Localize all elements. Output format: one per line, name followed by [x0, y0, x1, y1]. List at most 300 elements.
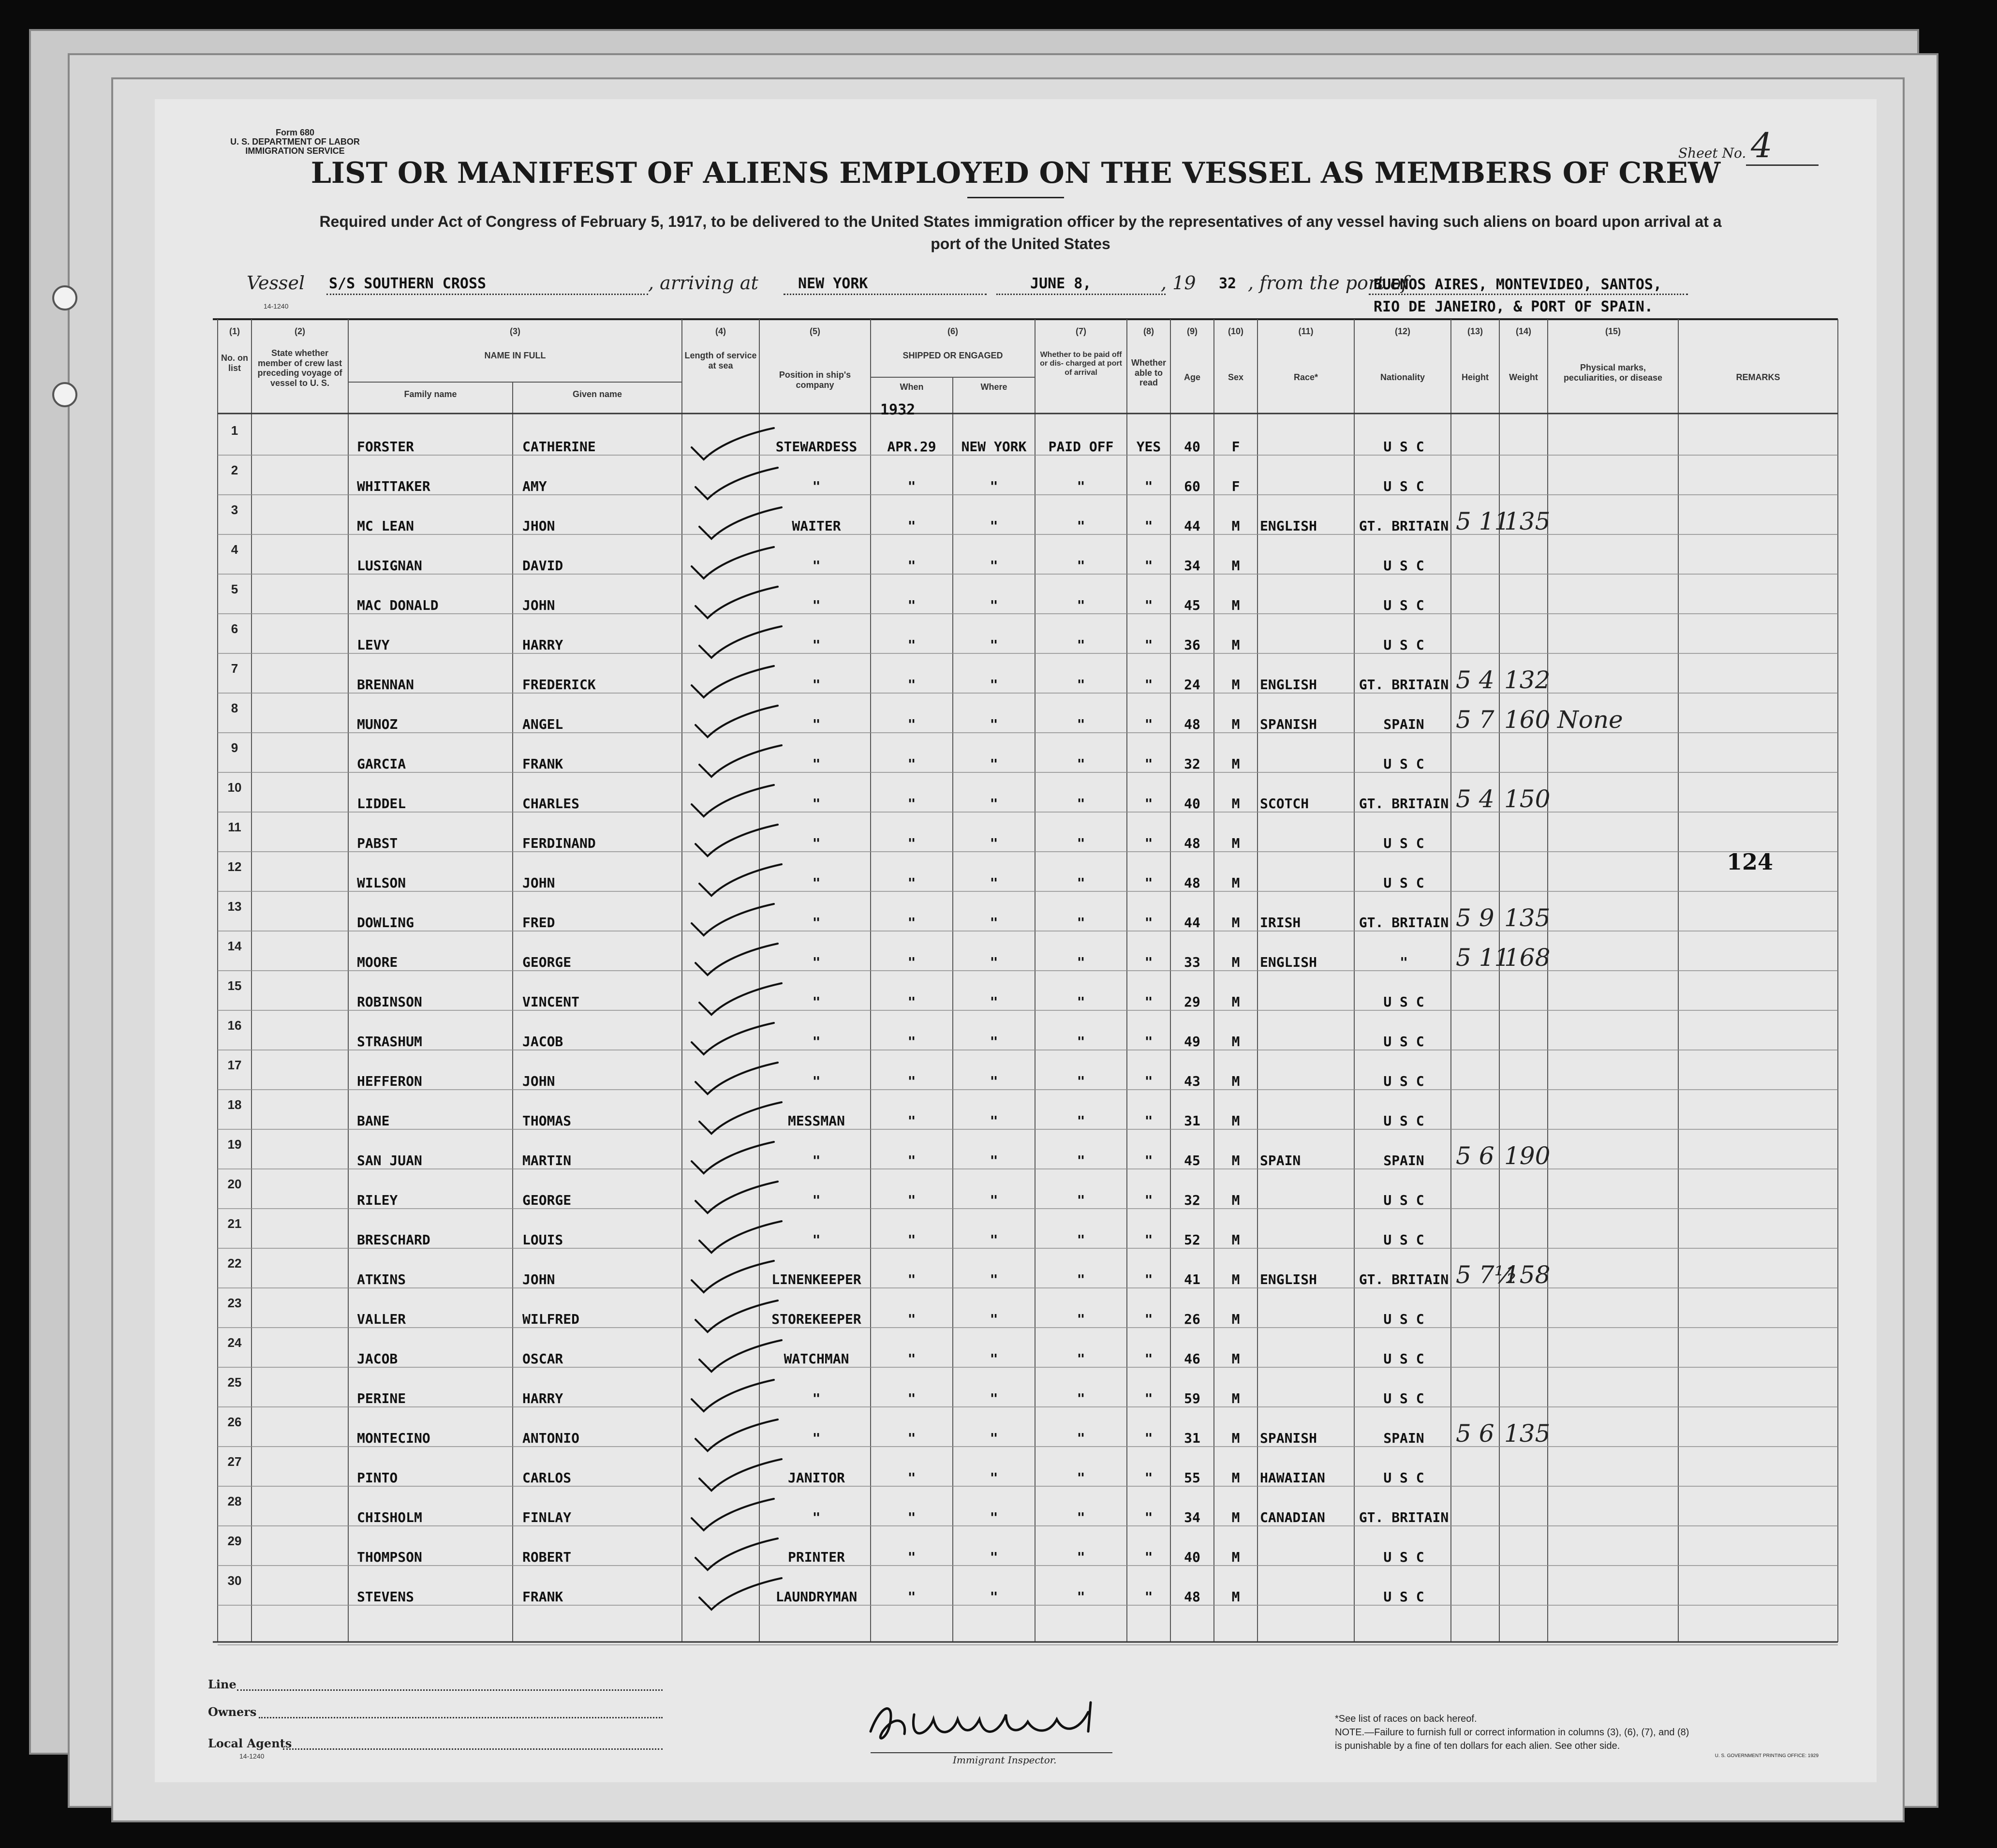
cell-paid: "	[1077, 1073, 1085, 1089]
header-paid-off: Whether to be paid off or dis- charged at port of arrival	[1040, 351, 1122, 377]
col-num-5: (5)	[810, 326, 820, 336]
cell-nationality: GT. BRITAIN	[1359, 518, 1449, 534]
cell-sex: M	[1231, 1073, 1240, 1089]
cell-age: 46	[1184, 1351, 1200, 1367]
cell-where: "	[990, 1509, 998, 1525]
cell-age: 44	[1184, 518, 1200, 534]
cell-age: 32	[1184, 756, 1200, 772]
service-checkmark	[692, 1261, 774, 1292]
cell-nationality: GT. BRITAIN	[1359, 796, 1449, 812]
vessel-name: S/S SOUTHERN CROSS	[329, 275, 487, 292]
cell-family: BRENNAN	[357, 677, 414, 693]
col-num-11: (11)	[1298, 326, 1314, 336]
cell-read: "	[1144, 478, 1153, 494]
cell-race: SCOTCH	[1260, 796, 1309, 812]
cell-given: FINLAY	[522, 1509, 572, 1525]
cell-family: CHISHOLM	[357, 1509, 422, 1525]
cell-paid: "	[1077, 1271, 1085, 1287]
cell-age: 60	[1184, 478, 1200, 494]
cell-family: GARCIA	[357, 756, 406, 772]
cell-age: 33	[1184, 954, 1200, 970]
service-checkmark	[692, 1023, 774, 1054]
cell-where: "	[990, 875, 998, 891]
cell-age: 48	[1184, 875, 1200, 891]
cell-no: 14	[227, 939, 242, 953]
cell-where: "	[990, 478, 998, 494]
cell-family: LEVY	[357, 637, 390, 653]
cell-when: "	[907, 1589, 916, 1605]
header-length-service: Length of service at sea	[684, 351, 757, 370]
cell-given: WILFRED	[522, 1311, 580, 1327]
col-num-10: (10)	[1228, 326, 1243, 336]
cell-family: LUSIGNAN	[357, 558, 422, 574]
cell-no: 3	[231, 503, 238, 517]
cell-age: 26	[1184, 1311, 1200, 1327]
cell-nationality: U S C	[1383, 597, 1424, 613]
cell-read: "	[1144, 597, 1153, 613]
cell-read: "	[1144, 915, 1153, 931]
cell-paid: "	[1077, 1153, 1085, 1168]
cell-given: FRANK	[522, 756, 563, 772]
cell-when: "	[907, 1034, 916, 1050]
cell-age: 45	[1184, 1153, 1200, 1168]
cell-when: "	[907, 875, 916, 891]
cell-position: LINENKEEPER	[771, 1271, 861, 1287]
cell-family: LIDDEL	[357, 796, 406, 812]
cell-sex: M	[1231, 1589, 1240, 1605]
cell-given: MARTIN	[522, 1153, 572, 1168]
cell-age: 32	[1184, 1192, 1200, 1208]
cell-position: "	[812, 597, 821, 613]
cell-sex: M	[1231, 994, 1240, 1010]
cell-no: 10	[227, 780, 242, 795]
cell-when: "	[907, 1430, 916, 1446]
cell-height: 5 9	[1456, 904, 1494, 932]
col-num-4: (4)	[715, 326, 726, 336]
col-num-13: (13)	[1467, 326, 1483, 336]
cell-paid: "	[1077, 478, 1085, 494]
cell-given: JACOB	[522, 1034, 563, 1050]
cell-sex: M	[1231, 677, 1240, 693]
manifest-title: LIST OR MANIFEST OF ALIENS EMPLOYED ON THE VESSEL AS MEMBERS OF CREW	[311, 156, 1721, 190]
note-failure-1: NOTE.—Failure to furnish full or correct information in columns (3), (6), (7), and (8)	[1335, 1727, 1689, 1738]
col-num-2: (2)	[295, 326, 305, 336]
cell-given: JOHN	[522, 875, 555, 891]
cell-where: "	[990, 1034, 998, 1050]
cell-nationality: U S C	[1383, 1351, 1424, 1367]
cell-age: 43	[1184, 1073, 1200, 1089]
cell-no: 30	[227, 1573, 242, 1588]
agents-underline	[283, 1748, 663, 1750]
cell-when: "	[907, 1073, 916, 1089]
cell-paid: "	[1077, 677, 1085, 693]
cell-no: 5	[231, 582, 238, 596]
owners-underline	[259, 1717, 663, 1718]
cell-read: "	[1144, 518, 1153, 534]
cell-weight: 150	[1504, 785, 1551, 813]
cell-read: "	[1144, 1034, 1153, 1050]
cell-nationality: U S C	[1383, 1589, 1424, 1605]
cell-family: WHITTAKER	[357, 478, 430, 494]
cell-position: "	[812, 835, 821, 851]
cell-age: 36	[1184, 637, 1200, 653]
cell-read: "	[1144, 1311, 1153, 1327]
cell-sex: M	[1231, 1430, 1240, 1446]
cell-age: 48	[1184, 716, 1200, 732]
col-num-8: (8)	[1143, 326, 1154, 336]
cell-position: "	[812, 954, 821, 970]
service-checkmark	[692, 1380, 774, 1411]
sheet-number: 4	[1751, 126, 1773, 165]
cell-paid: "	[1077, 597, 1085, 613]
cell-height: 5 4	[1456, 785, 1494, 813]
header-when: When	[900, 382, 924, 392]
cell-nationality: U S C	[1383, 1192, 1424, 1208]
cell-no: 13	[227, 899, 242, 914]
cell-weight: 132	[1504, 666, 1551, 694]
note-failure-2: is punishable by a fine of ten dollars for each alien. See other side.	[1335, 1741, 1620, 1751]
cell-nationality: U S C	[1383, 439, 1424, 455]
cell-sex: F	[1231, 478, 1240, 494]
arriving-label: , arriving at	[648, 272, 758, 294]
col-num-12: (12)	[1394, 326, 1410, 336]
header-given-name: Given name	[572, 389, 622, 399]
header-remarks: REMARKS	[1736, 372, 1780, 382]
cell-given: JOHN	[522, 1271, 555, 1287]
cell-when: "	[907, 1351, 916, 1367]
header-family-name: Family name	[404, 389, 457, 399]
cell-where: "	[990, 756, 998, 772]
header-where: Where	[980, 382, 1007, 392]
cell-paid: "	[1077, 1311, 1085, 1327]
cell-family: ROBINSON	[357, 994, 422, 1010]
cell-read: "	[1144, 1470, 1153, 1486]
header-state-whether: State whether member of crew last preceding voyage of vessel to U. S.	[257, 348, 342, 388]
cell-read: "	[1144, 1390, 1153, 1406]
cell-paid: "	[1077, 835, 1085, 851]
cell-nationality: GT. BRITAIN	[1359, 1509, 1449, 1525]
cell-weight: 158	[1504, 1261, 1551, 1289]
cell-sex: M	[1231, 1034, 1240, 1050]
cell-given: FRANK	[522, 1589, 563, 1605]
cell-where: "	[990, 1549, 998, 1565]
arrival-port: NEW YORK	[798, 275, 868, 292]
cell-when: "	[907, 954, 916, 970]
cell-given: GEORGE	[522, 1192, 572, 1208]
cell-position: "	[812, 994, 821, 1010]
header-name-in-full: NAME IN FULL	[484, 351, 546, 360]
cell-read: "	[1144, 756, 1153, 772]
cell-no: 6	[231, 621, 238, 636]
cell-no: 27	[227, 1454, 242, 1469]
cell-read: "	[1144, 1351, 1153, 1367]
cell-when: "	[907, 597, 916, 613]
cell-given: CATHERINE	[522, 439, 596, 455]
cell-when: "	[907, 915, 916, 931]
cell-given: CARLOS	[522, 1470, 572, 1486]
cell-height: 5 11	[1456, 507, 1510, 535]
cell-where: "	[990, 1232, 998, 1248]
cell-read: "	[1144, 796, 1153, 812]
cell-family: FORSTER	[357, 439, 414, 455]
cell-when: "	[907, 558, 916, 574]
cell-paid: "	[1077, 756, 1085, 772]
cell-no: 15	[227, 978, 242, 993]
cell-position: "	[812, 1192, 821, 1208]
cell-paid: "	[1077, 1509, 1085, 1525]
cell-nationality: U S C	[1383, 1470, 1424, 1486]
cell-sex: M	[1231, 1470, 1240, 1486]
cell-read: "	[1144, 1549, 1153, 1565]
cell-when: "	[907, 796, 916, 812]
cell-no: 21	[227, 1216, 242, 1231]
cell-when: "	[907, 518, 916, 534]
cell-nationality: U S C	[1383, 1073, 1424, 1089]
cell-when: "	[907, 1390, 916, 1406]
cell-race: ENGLISH	[1260, 954, 1317, 970]
cell-sex: M	[1231, 1232, 1240, 1248]
header-no-on-list: No. on list	[221, 353, 248, 373]
cell-family: SAN JUAN	[357, 1153, 422, 1168]
cell-position: "	[812, 1390, 821, 1406]
cell-age: 40	[1184, 796, 1200, 812]
cell-no: 20	[227, 1177, 242, 1191]
cell-family: PERINE	[357, 1390, 406, 1406]
subtitle-line-1: Required under Act of Congress of February 5, 1917, to be delivered to the United States immigration officer by the representatives of any vessel having such aliens on board upon arrival at a	[319, 213, 1722, 230]
cell-given: LOUIS	[522, 1232, 563, 1248]
cell-paid: "	[1077, 1549, 1085, 1565]
subtitle-line-2: port of the United States	[931, 235, 1110, 253]
cell-when: "	[907, 1232, 916, 1248]
cell-age: 40	[1184, 439, 1200, 455]
cell-when: "	[907, 677, 916, 693]
cell-age: 59	[1184, 1390, 1200, 1406]
cell-age: 34	[1184, 1509, 1200, 1525]
cell-read: "	[1144, 716, 1153, 732]
cell-where: "	[990, 716, 998, 732]
cell-nationality: U S C	[1383, 1113, 1424, 1129]
cell-no: 8	[231, 701, 238, 715]
cell-family: MC LEAN	[357, 518, 414, 534]
department-name: U. S. DEPARTMENT OF LABOR	[230, 136, 360, 147]
cell-where: "	[990, 1271, 998, 1287]
form-code: 14-1240	[264, 302, 289, 310]
header-able-read: Whether able to read	[1131, 358, 1166, 388]
cell-position: "	[812, 1073, 821, 1089]
cell-where: "	[990, 1470, 998, 1486]
cell-sex: M	[1231, 954, 1240, 970]
col-num-15: (15)	[1605, 326, 1621, 336]
cell-race: SPAIN	[1260, 1153, 1301, 1168]
cell-nationality: U S C	[1383, 875, 1424, 891]
cell-age: 44	[1184, 915, 1200, 931]
cell-weight: 160	[1504, 706, 1551, 734]
cell-position: "	[812, 875, 821, 891]
manifest-sheet	[155, 99, 1877, 1782]
cell-sex: M	[1231, 1271, 1240, 1287]
cell-height: 5 6	[1456, 1142, 1494, 1170]
cell-nationality: U S C	[1383, 1390, 1424, 1406]
cell-where: "	[990, 915, 998, 931]
agents-label: Local Agents	[208, 1736, 292, 1750]
cell-sex: M	[1231, 875, 1240, 891]
cell-age: 45	[1184, 597, 1200, 613]
cell-paid: "	[1077, 1192, 1085, 1208]
cell-read: "	[1144, 558, 1153, 574]
cell-position: LAUNDRYMAN	[775, 1589, 858, 1605]
cell-where: "	[990, 1153, 998, 1168]
cell-paid: PAID OFF	[1048, 439, 1114, 455]
col-num-6: (6)	[947, 326, 958, 336]
cell-no: 18	[227, 1097, 242, 1112]
cell-nationality: U S C	[1383, 835, 1424, 851]
cell-given: HARRY	[522, 1390, 563, 1406]
cell-family: THOMPSON	[357, 1549, 422, 1565]
cell-position: "	[812, 915, 821, 931]
cell-position: WATCHMAN	[784, 1351, 849, 1367]
cell-height: 5 6	[1456, 1419, 1494, 1448]
header-nationality: Nationality	[1380, 372, 1425, 382]
agents-code: 14-1240	[239, 1752, 265, 1760]
cell-family: ATKINS	[357, 1271, 406, 1287]
cell-no: 7	[231, 661, 238, 676]
cell-position: "	[812, 796, 821, 812]
cell-family: PINTO	[357, 1470, 398, 1486]
cell-where: "	[990, 954, 998, 970]
cell-position: "	[812, 1153, 821, 1168]
cell-nationality: U S C	[1383, 1034, 1424, 1050]
cell-nationality: "	[1400, 954, 1408, 970]
cell-read: "	[1144, 835, 1153, 851]
cell-given: ROBERT	[522, 1549, 572, 1565]
header-shipped-engaged: SHIPPED OR ENGAGED	[902, 351, 1003, 360]
cell-position: STEWARDESS	[775, 439, 858, 455]
cell-weight: 135	[1504, 904, 1551, 932]
cell-when: "	[907, 1271, 916, 1287]
printing-office: U. S. GOVERNMENT PRINTING OFFICE: 1929	[1715, 1753, 1819, 1759]
cell-height: 5 7	[1456, 706, 1494, 734]
cell-family: PABST	[357, 835, 398, 851]
cell-nationality: SPAIN	[1383, 1430, 1424, 1446]
cell-family: RILEY	[357, 1192, 398, 1208]
cell-given: VINCENT	[522, 994, 580, 1010]
cell-race: ENGLISH	[1260, 1271, 1317, 1287]
cell-read: "	[1144, 1073, 1153, 1089]
cell-nationality: U S C	[1383, 558, 1424, 574]
cell-position: "	[812, 1232, 821, 1248]
cell-read: "	[1144, 1153, 1153, 1168]
cell-sex: M	[1231, 1113, 1240, 1129]
service-checkmark	[692, 904, 774, 935]
punch-hole	[52, 382, 77, 407]
cell-family: JACOB	[357, 1351, 398, 1367]
sheet-label: Sheet No.	[1678, 145, 1746, 161]
cell-when: APR.29	[887, 439, 936, 455]
cell-paid: "	[1077, 1113, 1085, 1129]
cell-nationality: GT. BRITAIN	[1359, 1271, 1449, 1287]
cell-sex: M	[1231, 1549, 1240, 1565]
cell-sex: M	[1231, 915, 1240, 931]
cell-age: 49	[1184, 1034, 1200, 1050]
cell-position: "	[812, 478, 821, 494]
col-num-9: (9)	[1187, 326, 1198, 336]
cell-no: 28	[227, 1494, 242, 1508]
cell-paid: "	[1077, 1430, 1085, 1446]
cell-where: "	[990, 1113, 998, 1129]
cell-read: "	[1144, 1232, 1153, 1248]
cell-paid: "	[1077, 1390, 1085, 1406]
cell-paid: "	[1077, 1470, 1085, 1486]
header-sex: Sex	[1228, 372, 1244, 382]
cell-age: 31	[1184, 1113, 1200, 1129]
cell-given: FREDERICK	[522, 677, 596, 693]
cell-where: "	[990, 1430, 998, 1446]
cell-nationality: GT. BRITAIN	[1359, 677, 1449, 693]
service-checkmark	[692, 1499, 774, 1530]
vessel-label: Vessel	[247, 272, 305, 294]
line-label: Line	[208, 1677, 237, 1691]
cell-sex: M	[1231, 1192, 1240, 1208]
cell-no: 4	[231, 542, 238, 557]
cell-read: "	[1144, 1113, 1153, 1129]
footer-notes	[1335, 1712, 1819, 1759]
cell-where: "	[990, 558, 998, 574]
cell-paid: "	[1077, 1589, 1085, 1605]
col-num-3: (3)	[510, 326, 520, 336]
cell-given: AMY	[522, 478, 547, 494]
cell-read: "	[1144, 1430, 1153, 1446]
cell-no: 22	[227, 1256, 242, 1271]
cell-read: "	[1144, 954, 1153, 970]
cell-race: IRISH	[1260, 915, 1301, 931]
cell-no: 25	[227, 1375, 242, 1390]
cell-sex: M	[1231, 1509, 1240, 1525]
line-underline	[237, 1689, 663, 1691]
cell-read: "	[1144, 994, 1153, 1010]
cell-paid: "	[1077, 994, 1085, 1010]
cell-no: 1	[231, 423, 238, 438]
arrival-date: JUNE 8,	[1030, 275, 1092, 292]
cell-paid: "	[1077, 716, 1085, 732]
cell-when: "	[907, 478, 916, 494]
col-num-7: (7)	[1076, 326, 1086, 336]
cell-sex: M	[1231, 1311, 1240, 1327]
service-checkmark	[692, 785, 774, 816]
note-races: *See list of races on back hereof.	[1335, 1714, 1477, 1724]
cell-age: 40	[1184, 1549, 1200, 1565]
cell-paid: "	[1077, 1232, 1085, 1248]
col-num-1: (1)	[229, 326, 240, 336]
cell-sex: M	[1231, 1390, 1240, 1406]
cell-given: JOHN	[522, 597, 555, 613]
cell-no: 9	[231, 740, 238, 755]
cell-when: "	[907, 835, 916, 851]
cell-nationality: U S C	[1383, 478, 1424, 494]
from-port-label: , from the port of	[1248, 272, 1408, 294]
cell-age: 29	[1184, 994, 1200, 1010]
cell-position: "	[812, 1430, 821, 1446]
inspector-underline	[871, 1752, 1112, 1753]
cell-nationality: SPAIN	[1383, 716, 1424, 732]
from-ports-line-2: RIO DE JANEIRO, & PORT OF SPAIN.	[1374, 298, 1653, 315]
col-num-14: (14)	[1515, 326, 1531, 336]
owners-label: Owners	[208, 1705, 257, 1719]
cell-paid: "	[1077, 796, 1085, 812]
cell-where: "	[990, 796, 998, 812]
cell-race: ENGLISH	[1260, 518, 1317, 534]
cell-race: SPANISH	[1260, 716, 1317, 732]
cell-height: 5 7½	[1456, 1261, 1518, 1289]
